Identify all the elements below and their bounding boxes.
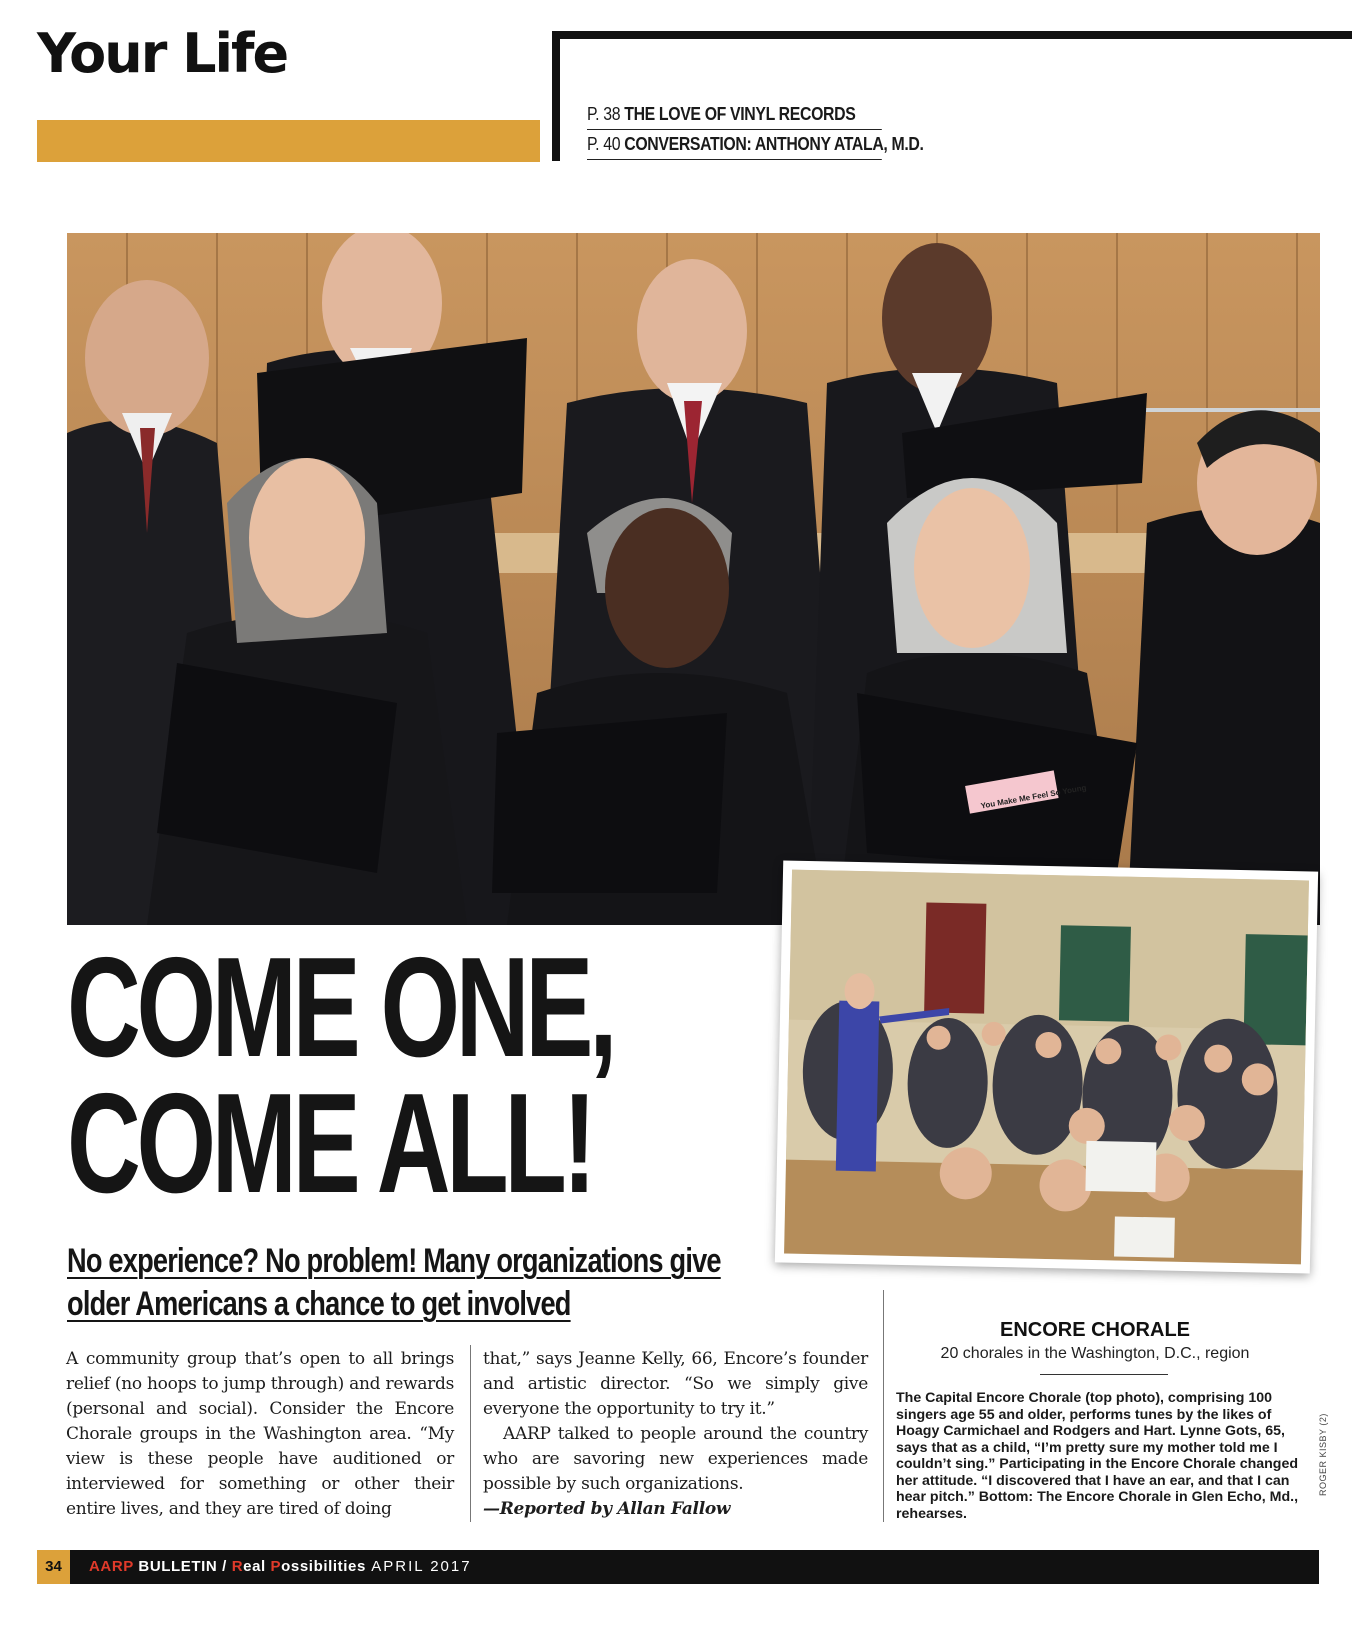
headline-line-2: COME ALL! xyxy=(67,1064,593,1223)
section-title: Your Life xyxy=(37,22,288,85)
rehearsal-photo xyxy=(775,860,1318,1273)
toc-page-number: P. 38 xyxy=(587,104,621,124)
sidebar-body: The Capital Encore Chorale (top photo), comprising 100 singers age 55 and older, performs tunes by the likes of Hoagy Carmichael and Rodgers and Hart. Lynne Gots, 65, says that as a child, “I’m pretty sure my mother told me I couldn’t sing.” Participating in the Encore Chorale changed her attitude. “I discovered that I have an ear, and that I can hear pitch.” Bottom: The Encore Chorale in Glen Echo, Md., rehearses. xyxy=(896,1390,1299,1522)
rehearsal-photo-image xyxy=(784,870,1309,1265)
headline-line-1: COME ONE, xyxy=(67,928,614,1087)
page-footer xyxy=(37,1550,1319,1584)
column-divider xyxy=(470,1345,471,1522)
subheadline: No experience? No problem! Many organizations give older Americans a chance to get involved xyxy=(67,1242,721,1323)
photo-credit: ROGER KISBY (2) xyxy=(1318,1413,1328,1496)
body-column-1 xyxy=(66,1347,454,1522)
headline xyxy=(67,928,614,1223)
sidebar-subtitle: 20 chorales in the Washington, D.C., region xyxy=(940,1345,1250,1362)
accent-bar xyxy=(37,120,540,162)
sidebar-rule xyxy=(1040,1374,1168,1375)
rehearsal-illustration xyxy=(784,870,1309,1265)
publication-name: BULLETIN xyxy=(133,1558,218,1575)
publication-brand: AARP xyxy=(89,1558,134,1575)
column-divider xyxy=(883,1290,884,1522)
tagline-word: ossibilities xyxy=(281,1558,366,1575)
body-paragraph: A community group that’s open to all brings relief (no hoops to jump through) and rewards (personal and social). Consider the Encore Chorale groups in the Washington area. “My view is these people have auditioned or interviewed for something or other their entire lives, and they are tired of doing xyxy=(66,1349,454,1519)
page-number: 34 xyxy=(37,1550,70,1584)
toc-item[interactable] xyxy=(587,130,924,160)
choir-illustration xyxy=(67,233,1320,925)
tagline-initial: R xyxy=(231,1558,244,1575)
footer-separator: / xyxy=(217,1558,232,1575)
tagline-word: eal xyxy=(243,1558,271,1575)
toc-page-number: P. 40 xyxy=(587,134,621,154)
tagline-initial: P xyxy=(270,1558,282,1575)
sidebar-title: ENCORE CHORALE xyxy=(999,1319,1190,1341)
table-of-contents xyxy=(587,100,922,160)
issue-date: APRIL 2017 xyxy=(365,1558,472,1575)
main-photo-choir xyxy=(67,233,1320,925)
byline: —Reported by Allan Fallow xyxy=(483,1499,731,1519)
body-column-2 xyxy=(483,1347,868,1522)
toc-item[interactable] xyxy=(587,100,882,130)
body-paragraph: AARP talked to people around the country who are savoring new experiences made possible by such organizations. xyxy=(483,1424,868,1494)
body-paragraph: that,” says Jeanne Kelly, 66, Encore’s founder and artistic director. “So we simply give everyone the opportunity to try it.” xyxy=(483,1349,868,1419)
toc-title: CONVERSATION: ANTHONY ATALA, M.D. xyxy=(624,134,924,154)
sheet-music-title: You Make Me Feel So Young xyxy=(980,783,1088,811)
toc-title: THE LOVE OF VINYL RECORDS xyxy=(624,104,856,124)
publication-line xyxy=(89,1550,472,1584)
